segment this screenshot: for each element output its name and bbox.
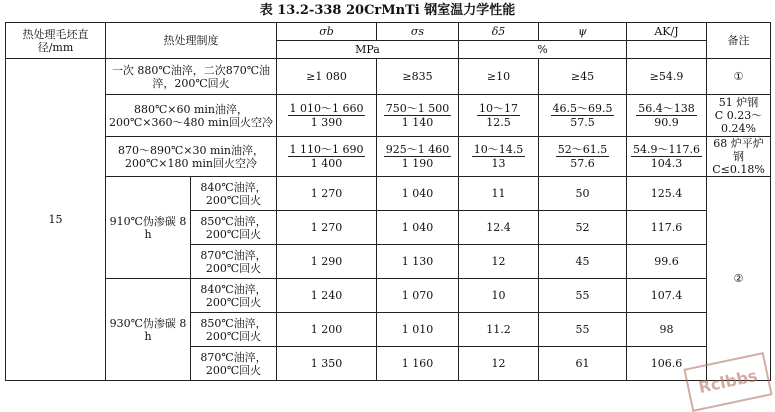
mean-value: 90.9 [636, 116, 697, 129]
unit-mpa: MPa [277, 41, 459, 59]
d5-cell: 10 [459, 279, 539, 313]
sub-regime-cell: 840℃油淬，200℃回火 [191, 177, 277, 211]
header-sigma-s: σs [377, 23, 459, 41]
header-delta5: δ5 [459, 23, 539, 41]
range-value: 1 010～1 660 [288, 102, 366, 116]
remark-cell [707, 137, 771, 177]
range-value: 56.4～138 [636, 102, 697, 116]
ss-cell: 1 010 [377, 313, 459, 347]
sub-regime-cell: 870℃油淬，200℃回火 [191, 245, 277, 279]
header-psi: ψ [539, 23, 627, 41]
psi-cell [539, 95, 627, 137]
mean-value: 57.6 [556, 157, 610, 170]
sb-cell: ≥1 080 [277, 59, 377, 95]
sb-cell: 1 270 [277, 211, 377, 245]
psi-cell: 55 [539, 313, 627, 347]
d5-cell: 11.2 [459, 313, 539, 347]
d5-cell: 12.4 [459, 211, 539, 245]
mean-value: 1 400 [288, 157, 366, 170]
d5-cell: ≥10 [459, 59, 539, 95]
ak-cell: 98 [627, 313, 707, 347]
ak-cell [627, 137, 707, 177]
psi-cell: 61 [539, 347, 627, 381]
psi-cell: 45 [539, 245, 627, 279]
mean-value: 12.5 [477, 116, 520, 129]
mean-value: 57.5 [551, 116, 615, 129]
remark-line: 68 炉平炉钢 [709, 137, 768, 163]
range-value: 52～61.5 [556, 143, 610, 157]
range-value: 54.9～117.6 [631, 143, 702, 157]
unit-percent: % [459, 41, 627, 59]
regime-cell: 880℃×60 min油淬，200℃×360～480 min回火空冷 [106, 95, 277, 137]
header-sigma-b: σb [277, 23, 377, 41]
sub-regime-cell: 850℃油淬，200℃回火 [191, 211, 277, 245]
sub-regime-cell: 840℃油淬，200℃回火 [191, 279, 277, 313]
unit-empty [627, 41, 707, 59]
remark-line: 51 炉钢 [709, 96, 768, 109]
psi-cell: 55 [539, 279, 627, 313]
properties-table [5, 22, 771, 381]
range-value: 46.5～69.5 [551, 102, 615, 116]
d5-cell: 12 [459, 347, 539, 381]
remark-cell [707, 95, 771, 137]
ak-cell: 106.6 [627, 347, 707, 381]
group-label: 930℃伪渗碳 8 h [106, 279, 191, 381]
ak-cell: 107.4 [627, 279, 707, 313]
d5-cell [459, 137, 539, 177]
remark-cell: ① [707, 59, 771, 95]
header-ak: AK/J [627, 23, 707, 41]
psi-cell: 52 [539, 211, 627, 245]
ak-cell [627, 95, 707, 137]
range-value: 1 110～1 690 [288, 143, 366, 157]
sb-cell [277, 95, 377, 137]
ss-cell: 1 070 [377, 279, 459, 313]
diameter-value: 15 [6, 59, 106, 381]
ak-cell: ≥54.9 [627, 59, 707, 95]
header-remark: 备注 [707, 23, 771, 59]
sb-cell [277, 137, 377, 177]
ss-cell: 1 040 [377, 177, 459, 211]
sb-cell: 1 270 [277, 177, 377, 211]
ak-cell: 125.4 [627, 177, 707, 211]
mean-value: 1 390 [288, 116, 366, 129]
range-value: 750～1 500 [384, 102, 452, 116]
ak-cell: 117.6 [627, 211, 707, 245]
regime-cell: 一次 880℃油淬，二次870℃油淬，200℃回火 [106, 59, 277, 95]
sb-cell: 1 350 [277, 347, 377, 381]
ss-cell: ≥835 [377, 59, 459, 95]
header-regime: 热处理制度 [106, 23, 277, 59]
header-diameter: 热处理毛坯直径/mm [6, 23, 106, 59]
table-title: 表 13.2-338 20CrMnTi 钢室温力学性能 [0, 0, 775, 22]
ss-cell: 1 160 [377, 347, 459, 381]
d5-cell: 12 [459, 245, 539, 279]
ss-cell: 1 130 [377, 245, 459, 279]
sb-cell: 1 290 [277, 245, 377, 279]
group-label: 910℃伪渗碳 8 h [106, 177, 191, 279]
psi-cell: ≥45 [539, 59, 627, 95]
psi-cell: 50 [539, 177, 627, 211]
ss-cell [377, 95, 459, 137]
regime-cell: 870～890℃×30 min油淬，200℃×180 min回火空冷 [106, 137, 277, 177]
remark-line: C 0.23～0.24% [709, 109, 768, 135]
mean-value: 1 190 [384, 157, 452, 170]
mean-value: 1 140 [384, 116, 452, 129]
sub-regime-cell: 870℃油淬，200℃回火 [191, 347, 277, 381]
sub-regime-cell: 850℃油淬，200℃回火 [191, 313, 277, 347]
ss-cell [377, 137, 459, 177]
d5-cell [459, 95, 539, 137]
mean-value: 13 [472, 157, 526, 170]
d5-cell: 11 [459, 177, 539, 211]
range-value: 925～1 460 [384, 143, 452, 157]
sb-cell: 1 240 [277, 279, 377, 313]
ak-cell: 99.6 [627, 245, 707, 279]
range-value: 10～14.5 [472, 143, 526, 157]
sb-cell: 1 200 [277, 313, 377, 347]
range-value: 10～17 [477, 102, 520, 116]
mean-value: 104.3 [631, 157, 702, 170]
ss-cell: 1 040 [377, 211, 459, 245]
remark-group: ② [707, 177, 771, 381]
psi-cell [539, 137, 627, 177]
watermark-stamp: Rclbbs [683, 352, 772, 412]
remark-line: C≤0.18% [709, 163, 768, 176]
